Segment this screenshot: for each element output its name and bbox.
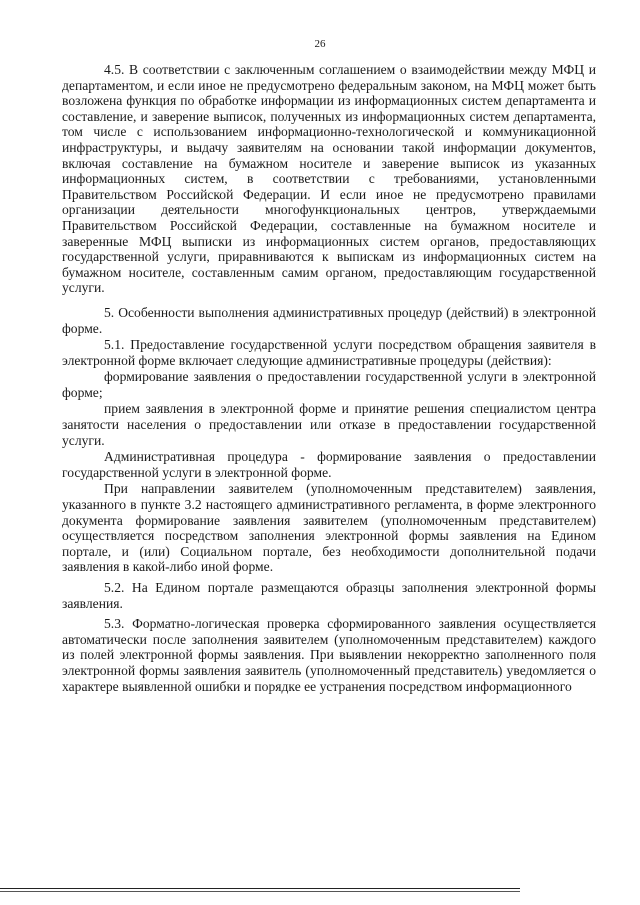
page-number: 26: [314, 38, 326, 50]
paragraph-procedure-1: формирование заявления о предоставлении государственной услуги в электронной форме;: [62, 369, 596, 400]
paragraph-procedure-2: прием заявления в электронной форме и принятие решения специалистом центра занятости населения о предоставлении или отказе в предоставлении государственной услуги.: [62, 401, 596, 448]
paragraph-5-3: 5.3. Форматно-логическая проверка сформированного заявления осуществляется автоматически после заполнения заявителем (уполномоченным представителем) каждого из полей электронной формы заявления. При выявлении некорректно заполненного поля электронной формы заявления заявитель (уполномоченный представитель) уведомляется о характере выявленной ошибки и порядке ее устранения посредством информационного: [62, 616, 596, 694]
paragraph-admin-procedure: Административная процедура - формирование заявления о предоставлении государственной услуги в электронной форме.: [62, 449, 596, 480]
scan-edge-line: [0, 888, 520, 889]
scan-edge-line-secondary: [0, 891, 520, 892]
document-body: [62, 62, 596, 694]
paragraph-5-heading: 5. Особенности выполнения административных процедур (действий) в электронной форме.: [62, 304, 596, 336]
paragraph-4-5: 4.5. В соответствии с заключенным соглашением о взаимодействии между МФЦ и департаментом, и если иное не предусмотрено федеральным законом, на МФЦ может быть возложена функция по обработке информации из информационных систем департамента и составление, и заверение выписок, полученных из информационных систем департамента, том числе с использованием информационно-технологической и коммуникационной инфраструктуры, и выдачу заявителям на основании такой информации документов, включая составление на бумажном носителе и заверение выписок из указанных информационных систем, в соответствии с требованиями, установленными Правительством Российской Федерации. И если иное не предусмотрено правилами организации деятельности многофункциональных центров, утверждаемыми Правительством Российской Федерации, составленные на бумажном носителе и заверенные МФЦ выписки из информационных систем органов, предоставляющих государственной услуги, приравниваются к выпискам из информационных систем на бумажном носителе, составленным самим органом, предоставляющим государственной услуги.: [62, 62, 596, 296]
paragraph-5-2: 5.2. На Едином портале размещаются образцы заполнения электронной формы заявления.: [62, 580, 596, 611]
paragraph-5-1: 5.1. Предоставление государственной услуги посредством обращения заявителя в электронной форме включает следующие административные процедуры (действия):: [62, 337, 596, 368]
paragraph-submission: При направлении заявителем (уполномоченным представителем) заявления, указанного в пункте 3.2 настоящего административного регламента, в форме электронного документа формирование заявления заявителем (уполномоченным представителем) осуществляется посредством заполнения электронной формы заявления на Едином портале, и (или) Социальном портале, без необходимости дополнительной подачи заявления в какой-либо иной форме.: [62, 481, 596, 575]
